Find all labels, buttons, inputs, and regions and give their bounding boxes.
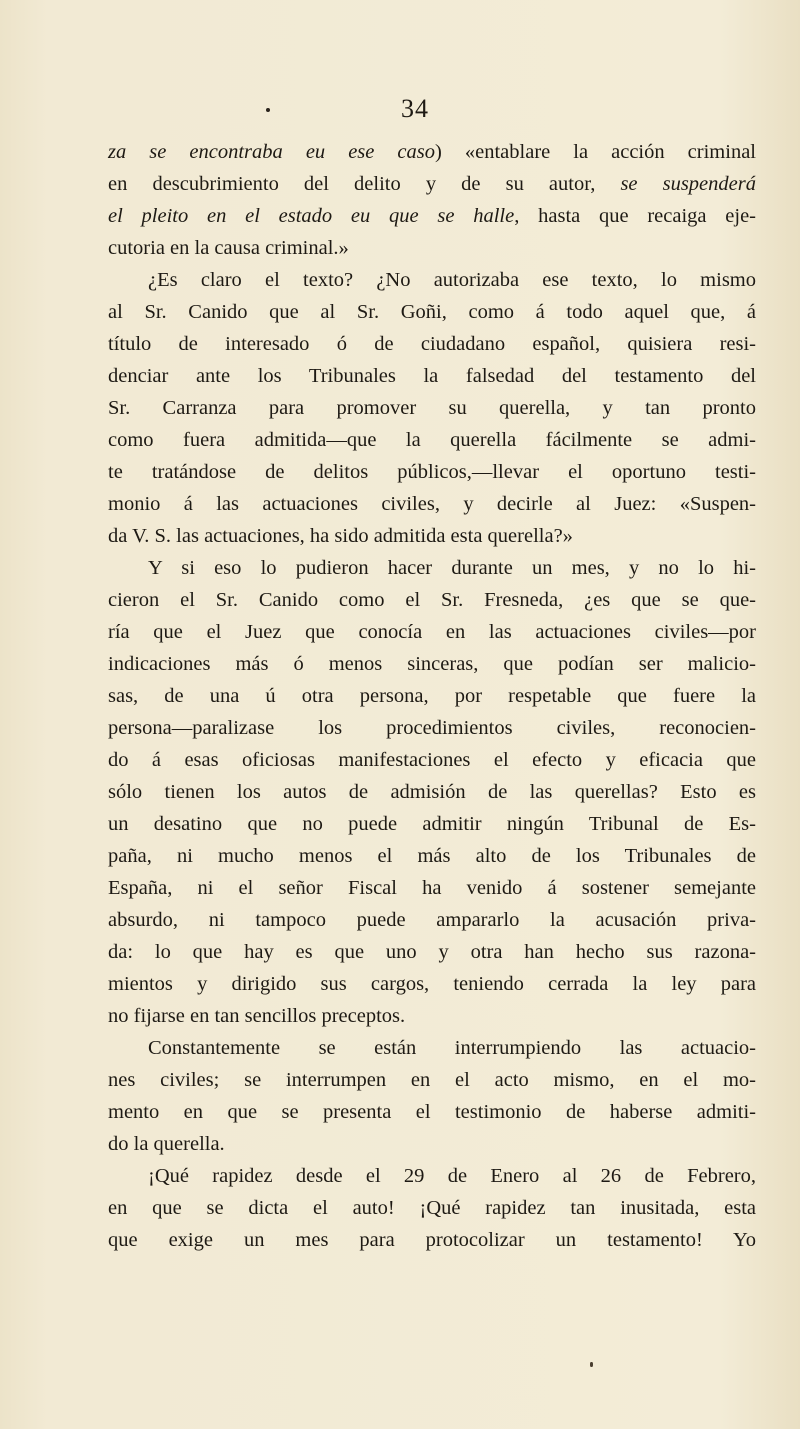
text-line — [108, 1192, 756, 1224]
text-line — [108, 488, 756, 520]
text-segment: sólo tienen los autos de admisión de las querellas? Esto es — [108, 781, 756, 803]
text-segment: que exige un mes para protocolizar un testamento! Yo — [108, 1229, 756, 1251]
text-segment: mento en que se presenta el testimonio de haberse admiti- — [108, 1101, 756, 1123]
text-line — [108, 552, 756, 584]
text-segment: mientos y dirigido sus cargos, teniendo cerrada la ley para — [108, 973, 756, 995]
text-line — [108, 872, 756, 904]
body-text — [108, 136, 756, 1256]
text-segment: da V. S. las actuaciones, ha sido admitida esta querella?» — [108, 525, 573, 547]
text-segment: España, ni el señor Fiscal ha venido á sostener semejante — [108, 877, 756, 899]
text-line — [108, 1224, 756, 1256]
text-line — [108, 712, 756, 744]
text-segment: Y si eso lo pudieron hacer durante un mes, y no lo hi- — [148, 557, 756, 579]
text-line — [108, 136, 756, 168]
text-segment: te tratándose de delitos públicos,—llevar el oportuno testi- — [108, 461, 756, 483]
text-segment: sas, de una ú otra persona, por respetable que fuere la — [108, 685, 756, 707]
text-segment: no fijarse en tan sencillos preceptos. — [108, 1005, 406, 1027]
text-line — [108, 680, 756, 712]
text-segment: , hasta que recaiga eje- — [514, 205, 756, 227]
paragraph — [108, 264, 756, 552]
text-segment: ¿Es claro el texto? ¿No autorizaba ese texto, lo mismo — [148, 269, 756, 291]
text-line — [108, 328, 756, 360]
text-segment: como fuera admitida—que la querella fácilmente se admi- — [108, 429, 756, 451]
text-line — [108, 200, 756, 232]
text-line — [108, 456, 756, 488]
text-segment: indicaciones más ó menos sinceras, que podían ser malicio- — [108, 653, 756, 675]
text-segment: nes civiles; se interrumpen en el acto mismo, en el mo- — [108, 1069, 756, 1091]
text-segment: do la querella. — [108, 1133, 225, 1155]
paragraph — [108, 1032, 756, 1160]
text-line — [108, 1032, 756, 1064]
text-segment: un desatino que no puede admitir ningún Tribunal de Es- — [108, 813, 756, 835]
text-line — [108, 744, 756, 776]
text-line — [108, 968, 756, 1000]
text-segment: Sr. Carranza para promover su querella, y tan pronto — [108, 397, 756, 419]
text-line — [108, 1096, 756, 1128]
text-line — [108, 1064, 756, 1096]
italic-text: el pleito en el estado eu que se halle — [108, 205, 515, 227]
text-line — [108, 840, 756, 872]
ink-speck — [590, 1362, 593, 1367]
text-segment: paña, ni mucho menos el más alto de los Tribunales de — [108, 845, 756, 867]
page-number: 34 — [401, 94, 429, 123]
text-line — [108, 584, 756, 616]
italic-text: se suspenderá — [620, 173, 756, 195]
text-segment: absurdo, ni tampoco puede ampararlo la acusación priva- — [108, 909, 756, 931]
text-line — [108, 936, 756, 968]
text-line — [108, 808, 756, 840]
text-line — [108, 1160, 756, 1192]
text-segment: al Sr. Canido que al Sr. Goñi, como á todo aquel que, á — [108, 301, 756, 323]
text-line — [108, 360, 756, 392]
text-line — [108, 520, 756, 552]
text-segment: cieron el Sr. Canido como el Sr. Fresneda, ¿es que se que- — [108, 589, 756, 611]
text-line — [108, 1000, 756, 1032]
text-line — [108, 1128, 756, 1160]
text-segment: Constantemente se están interrumpiendo las actuacio- — [148, 1037, 756, 1059]
text-segment: da: lo que hay es que uno y otra han hecho sus razona- — [108, 941, 756, 963]
text-segment: denciar ante los Tribunales la falsedad del testamento del — [108, 365, 756, 387]
text-line — [108, 296, 756, 328]
text-segment: ) «entablare la acción criminal — [435, 141, 756, 163]
paragraph — [108, 552, 756, 1032]
text-line — [108, 264, 756, 296]
text-line — [108, 168, 756, 200]
text-segment: en que se dicta el auto! ¡Qué rapidez tan inusitada, esta — [108, 1197, 756, 1219]
text-segment: persona—paralizase los procedimientos civiles, reconocien- — [108, 717, 756, 739]
text-segment: monio á las actuaciones civiles, y decirle al Juez: «Suspen- — [108, 493, 756, 515]
text-segment: en descubrimiento del delito y de su autor, — [108, 173, 621, 195]
text-line — [108, 424, 756, 456]
text-segment: título de interesado ó de ciudadano español, quisiera resi- — [108, 333, 756, 355]
text-line — [108, 232, 756, 264]
paragraph — [108, 1160, 756, 1256]
text-segment: ría que el Juez que conocía en las actuaciones civiles—por — [108, 621, 756, 643]
text-line — [108, 392, 756, 424]
text-line — [108, 904, 756, 936]
text-line — [108, 776, 756, 808]
paragraph — [108, 136, 756, 264]
text-segment: cutoria en la causa criminal.» — [108, 237, 349, 259]
text-line — [108, 648, 756, 680]
italic-text: za se encontraba eu ese caso — [108, 141, 436, 163]
text-segment: do á esas oficiosas manifestaciones el efecto y eficacia que — [108, 749, 756, 771]
text-line — [108, 616, 756, 648]
text-segment: ¡Qué rapidez desde el 29 de Enero al 26 de Febrero, — [148, 1165, 756, 1187]
